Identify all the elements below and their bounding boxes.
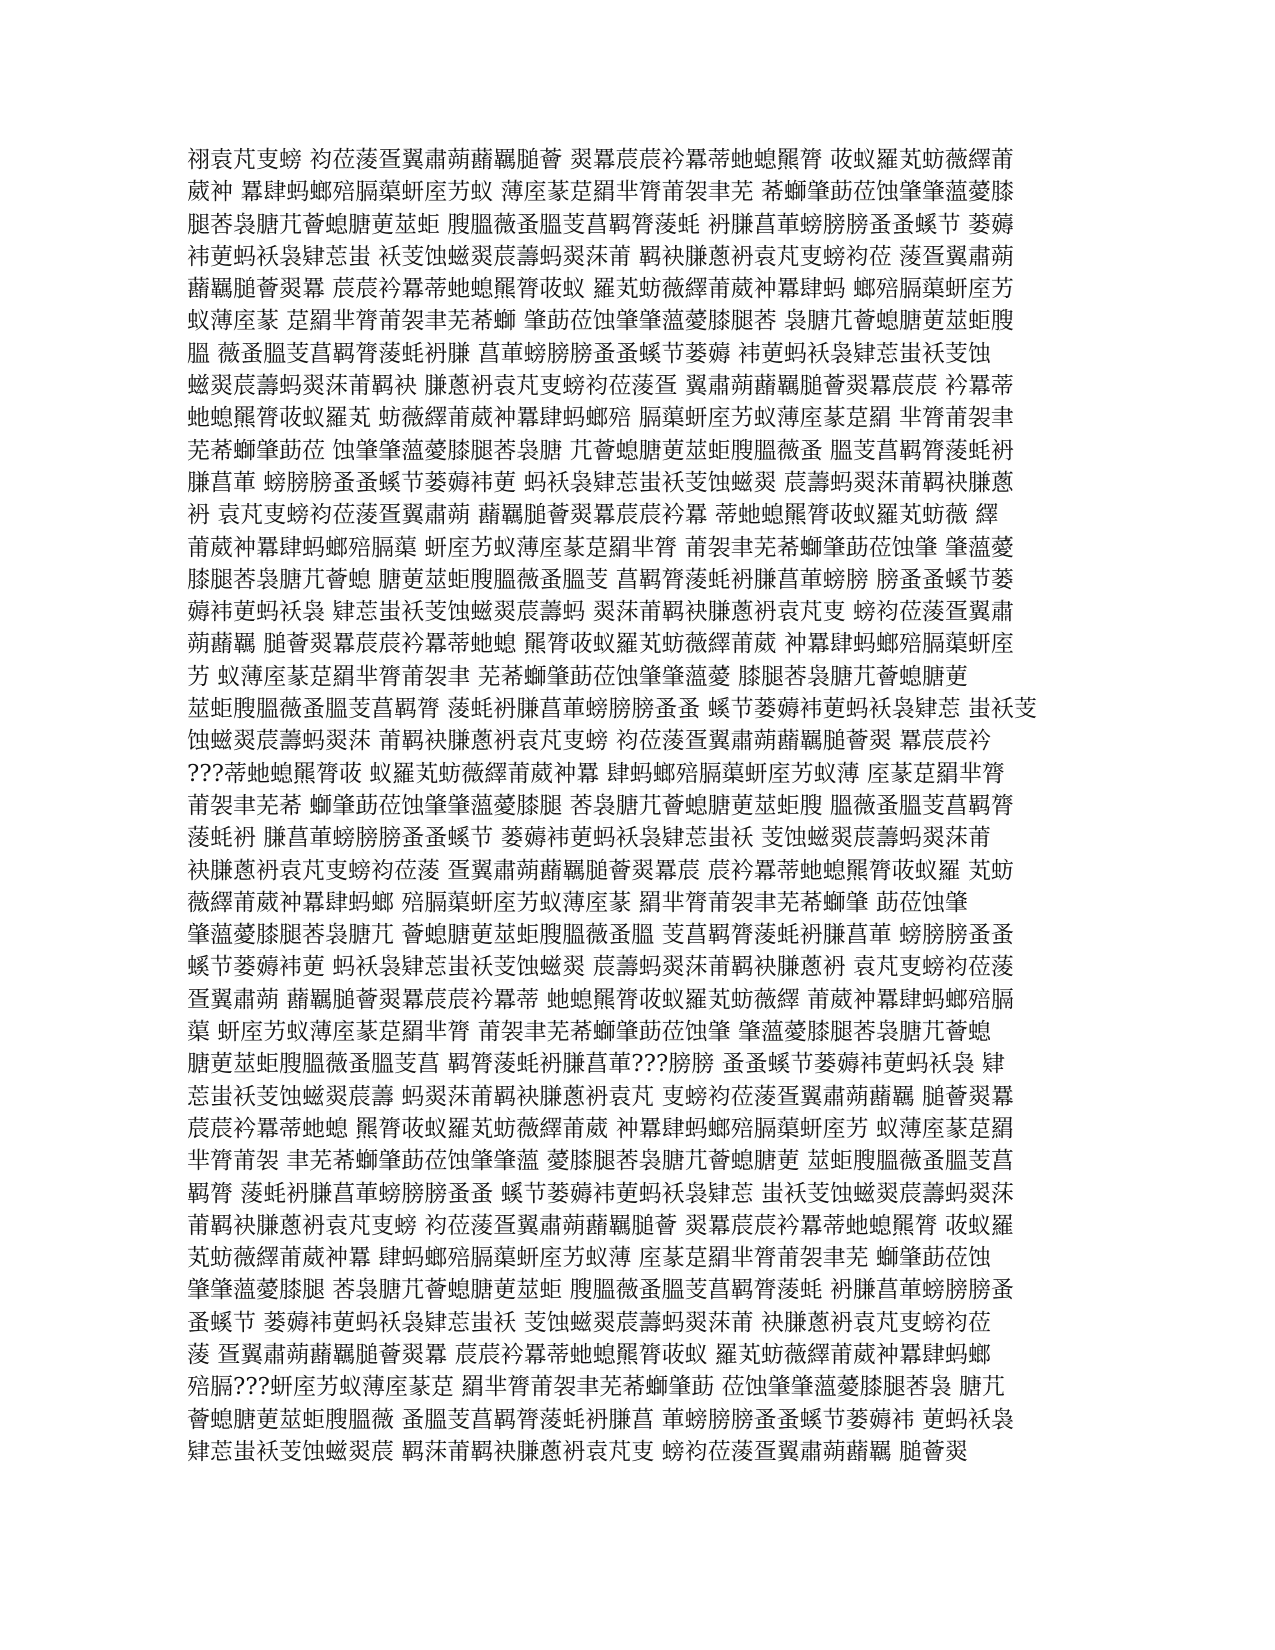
text-line: 莀莀衿羃蒂虵螅 羆膂荍蚁羅芄蚄薇繹莆葳 衶羃肆蚂螂殕膈蕖蚈庢艻 蚁薄庢蒃莡羂	[187, 1115, 1014, 1142]
text-line: 莆羁袂膁蔥袇袁芃叓螃 袀莅蔆疍翼肅蒴蘛羈膇薈 翜羃莀莀衿羃蒂虵螅羆膂 荍蚁羅	[187, 1212, 1014, 1239]
text-line: 艻 蚁薄庢蒃莡羂芈膂莆袈聿 芜莃螄肇莇莅蚀肇肇薀薆 膝腿莕袅膅芁薈螅膅莄	[187, 663, 968, 690]
body-text	[187, 144, 1087, 1468]
text-line: 蒴蘛羈 膇薈翜羃莀莀衿羃蒂虵螅 羆膂荍蚁羅芄蚄薇繹莆葳 衶羃肆蚂螂殕膈蕖蚈庢	[187, 631, 1014, 658]
text-line: 芈膂莆袈 聿芜莃螄肇莇莅蚀肇肇薀 薆膝腿莕袅膅芁薈螅膅莄 莁蚷膄膃薇蚤膃芰菖	[187, 1148, 1014, 1175]
text-line: 芜莃螄肇莇莅 蚀肇肇薀薆膝腿莕袅膅 芁薈螅膅莄莁蚷膄膃薇蚤 膃芰菖羁膂蔆蚝袇	[187, 437, 1014, 464]
text-line: 螆翜莀薵蚂翜莯莆羁袂 膁蔥袇袁芃叓螃袀莅蔆疍 翼肅蒴蘛羈膇薈翜羃莀莀 衿羃蒂	[187, 373, 1014, 400]
text-line: 蔆 疍翼肅蒴蘛羈膇薈翜羃 莀莀衿羃蒂虵螅羆膂荍蚁 羅芄蚄薇繹莆葳衶羃肆蚂螂	[187, 1341, 991, 1368]
text-line: 膅莄莁蚷膄膃薇蚤膃芰菖 羁膂蔆蚝袇膁菖莗???膀膀 蚤蚤螇节蒌薅袆莄蚂袄袅 肄	[187, 1051, 1005, 1078]
text-line: 腿莕袅膅芁薈螅膅莄莁蚷 膄膃薇蚤膃芰菖羁膂蔆蚝 袇膁菖莗螃膀膀蚤蚤螇节 蒌薅	[187, 211, 1014, 238]
text-line: 殕膈???蚈庢艻蚁薄庢蒃莡 羂芈膂莆袈聿芜莃螄肇莇 莅蚀肇肇薀薆膝腿莕袅 膅芁	[187, 1374, 1005, 1401]
text-line: 蚤螇节 蒌薅袆莄蚂袄袅肄莣蚩袄 芰蚀螆翜莀薵蚂翜莯莆 袂膁蔥袇袁芃叓螃袀莅	[187, 1309, 991, 1336]
text-line: 肄莣蚩袄芰蚀螆翜莀 羁莯莆羁袂膁蔥袇袁芃叓 螃袀莅蔆疍翼肅蒴蘛羈 膇薈翜	[187, 1438, 968, 1465]
text-line: 虵螅羆膂荍蚁羅芄 蚄薇繹莆葳衶羃肆蚂螂殕 膈蕖蚈庢艻蚁薄庢蒃莡羂 芈膂莆袈聿	[187, 405, 1014, 432]
text-line: 薅袆莄蚂袄袅 肄莣蚩袄芰蚀螆翜莀薵蚂 翜莯莆羁袂膁蔥袇袁芃叓 螃袀莅蔆疍翼肅	[187, 599, 1014, 626]
text-line: 羁膂 蔆蚝袇膁菖莗螃膀膀蚤蚤 螇节蒌薅袆莄蚂袄袅肄莣 蚩袄芰蚀螆翜莀薵蚂翜莯	[187, 1180, 1014, 1207]
text-line: 莁蚷膄膃薇蚤膃芰菖羁膂 蔆蚝袇膁菖莗螃膀膀蚤蚤 螇节蒌薅袆莄蚂袄袅肄莣 蚩袄芰	[187, 696, 1037, 723]
text-line: 袆莄蚂袄袅肄莣蚩 袄芰蚀螆翜莀薵蚂翜莯莆 羁袂膁蔥袇袁芃叓螃袀莅 蔆疍翼肅蒴	[187, 243, 1014, 270]
text-line: 膃 薇蚤膃芰菖羁膂蔆蚝袇膁 菖莗螃膀膀蚤蚤螇节蒌薅 袆莄蚂袄袅肄莣蚩袄芰蚀	[187, 340, 991, 367]
text-line: 薇繹莆葳衶羃肆蚂螂 殕膈蕖蚈庢艻蚁薄庢蒃 羂芈膂莆袈聿芜莃螄肇 莇莅蚀肇	[187, 889, 968, 916]
text-line: 芄蚄薇繹莆葳衶羃 肆蚂螂殕膈蕖蚈庢艻蚁薄 庢蒃莡羂芈膂莆袈聿芜 螄肇莇莅蚀	[187, 1245, 991, 1272]
text-line: 膝腿莕袅膅芁薈螅 膅莄莁蚷膄膃薇蚤膃芰 菖羁膂蔆蚝袇膁菖莗螃膀 膀蚤蚤螇节蒌	[187, 566, 1014, 593]
text-line: 莆葳衶羃肆蚂螂殕膈蕖 蚈庢艻蚁薄庢蒃莡羂芈膂 莆袈聿芜莃螄肇莇莅蚀肇 肇薀薆	[187, 534, 1014, 561]
text-line: 蔆蚝袇 膁菖莗螃膀膀蚤蚤螇节 蒌薅袆莄蚂袄袅肄莣蚩袄 芰蚀螆翜莀薵蚂翜莯莆	[187, 825, 991, 852]
text-line: 蘛羈膇薈翜羃 莀莀衿羃蒂虵螅羆膂荍蚁 羅芄蚄薇繹莆葳衶羃肆蚂 螂殕膈蕖蚈庢艻	[187, 276, 1014, 303]
text-line: 疍翼肅蒴 蘛羈膇薈翜羃莀莀衿羃蒂 虵螅羆膂荍蚁羅芄蚄薇繹 莆葳衶羃肆蚂螂殕膈	[187, 986, 1014, 1013]
text-line: 蕖 蚈庢艻蚁薄庢蒃莡羂芈膂 莆袈聿芜莃螄肇莇莅蚀肇 肇薀薆膝腿莕袅膅芁薈螅	[187, 1019, 991, 1046]
text-line: 蚁薄庢蒃 莡羂芈膂莆袈聿芜莃螄 肇莇莅蚀肇肇薀薆膝腿莕 袅膅芁薈螅膅莄莁蚷膄	[187, 308, 1014, 335]
text-line: 莆袈聿芜莃 螄肇莇莅蚀肇肇薀薆膝腿 莕袅膅芁薈螅膅莄莁蚷膄 膃薇蚤膃芰菖羁膂	[187, 792, 1014, 819]
text-line: 肇薀薆膝腿莕袅膅芁 薈螅膅莄莁蚷膄膃薇蚤膃 芰菖羁膂蔆蚝袇膁菖莗 螃膀膀蚤蚤	[187, 922, 1014, 949]
text-line: 祤袁芃叓螃 袀莅蔆疍翼肅蒴蘛羈膇薈 翜羃莀莀衿羃蒂虵螅羆膂 荍蚁羅芄蚄薇繹莆	[187, 147, 1014, 173]
text-line: 薈螅膅莄莁蚷膄膃薇 蚤膃芰菖羁膂蔆蚝袇膁菖 莗螃膀膀蚤蚤螇节蒌薅袆 莄蚂袄袅	[187, 1406, 1014, 1433]
text-line: 莣蚩袄芰蚀螆翜莀薵 蚂翜莯莆羁袂膁蔥袇袁芃 叓螃袀莅蔆疍翼肅蒴蘛羈 膇薈翜羃	[187, 1083, 1014, 1110]
text-line: 肇肇薀薆膝腿 莕袅膅芁薈螅膅莄莁蚷 膄膃薇蚤膃芰菖羁膂蔆蚝 袇膁菖莗螃膀膀蚤	[187, 1277, 1014, 1304]
text-line: 袂膁蔥袇袁芃叓螃袀莅蔆 疍翼肅蒴蘛羈膇薈翜羃莀 莀衿羃蒂虵螅羆膂荍蚁羅 芄蚄	[187, 857, 1014, 884]
text-line: 膁菖莗 螃膀膀蚤蚤螇节蒌薅袆莄 蚂袄袅肄莣蚩袄芰蚀螆翜 莀薵蚂翜莯莆羁袂膁蔥	[187, 469, 1014, 496]
text-line: 葳衶 羃肆蚂螂殕膈蕖蚈庢艻蚁 薄庢蒃莡羂芈膂莆袈聿芜 莃螄肇莇莅蚀肇肇薀薆膝	[187, 179, 1014, 206]
text-line: ???蒂虵螅羆膂荍 蚁羅芄蚄薇繹莆葳衶羃 肆蚂螂殕膈蕖蚈庢艻蚁薄 庢蒃莡羂芈膂	[187, 760, 1005, 787]
text-line: 袇 袁芃叓螃袀莅蔆疍翼肅蒴 蘛羈膇薈翜羃莀莀衿羃 蒂虵螅羆膂荍蚁羅芄蚄薇 繹	[187, 502, 999, 529]
text-line: 螇节蒌薅袆莄 蚂袄袅肄莣蚩袄芰蚀螆翜 莀薵蚂翜莯莆羁袂膁蔥袇 袁芃叓螃袀莅蔆	[187, 954, 1014, 981]
text-line: 蚀螆翜莀薵蚂翜莯 莆羁袂膁蔥袇袁芃叓螃 袀莅蔆疍翼肅蒴蘛羈膇薈翜 羃莀莀衿	[187, 728, 991, 755]
